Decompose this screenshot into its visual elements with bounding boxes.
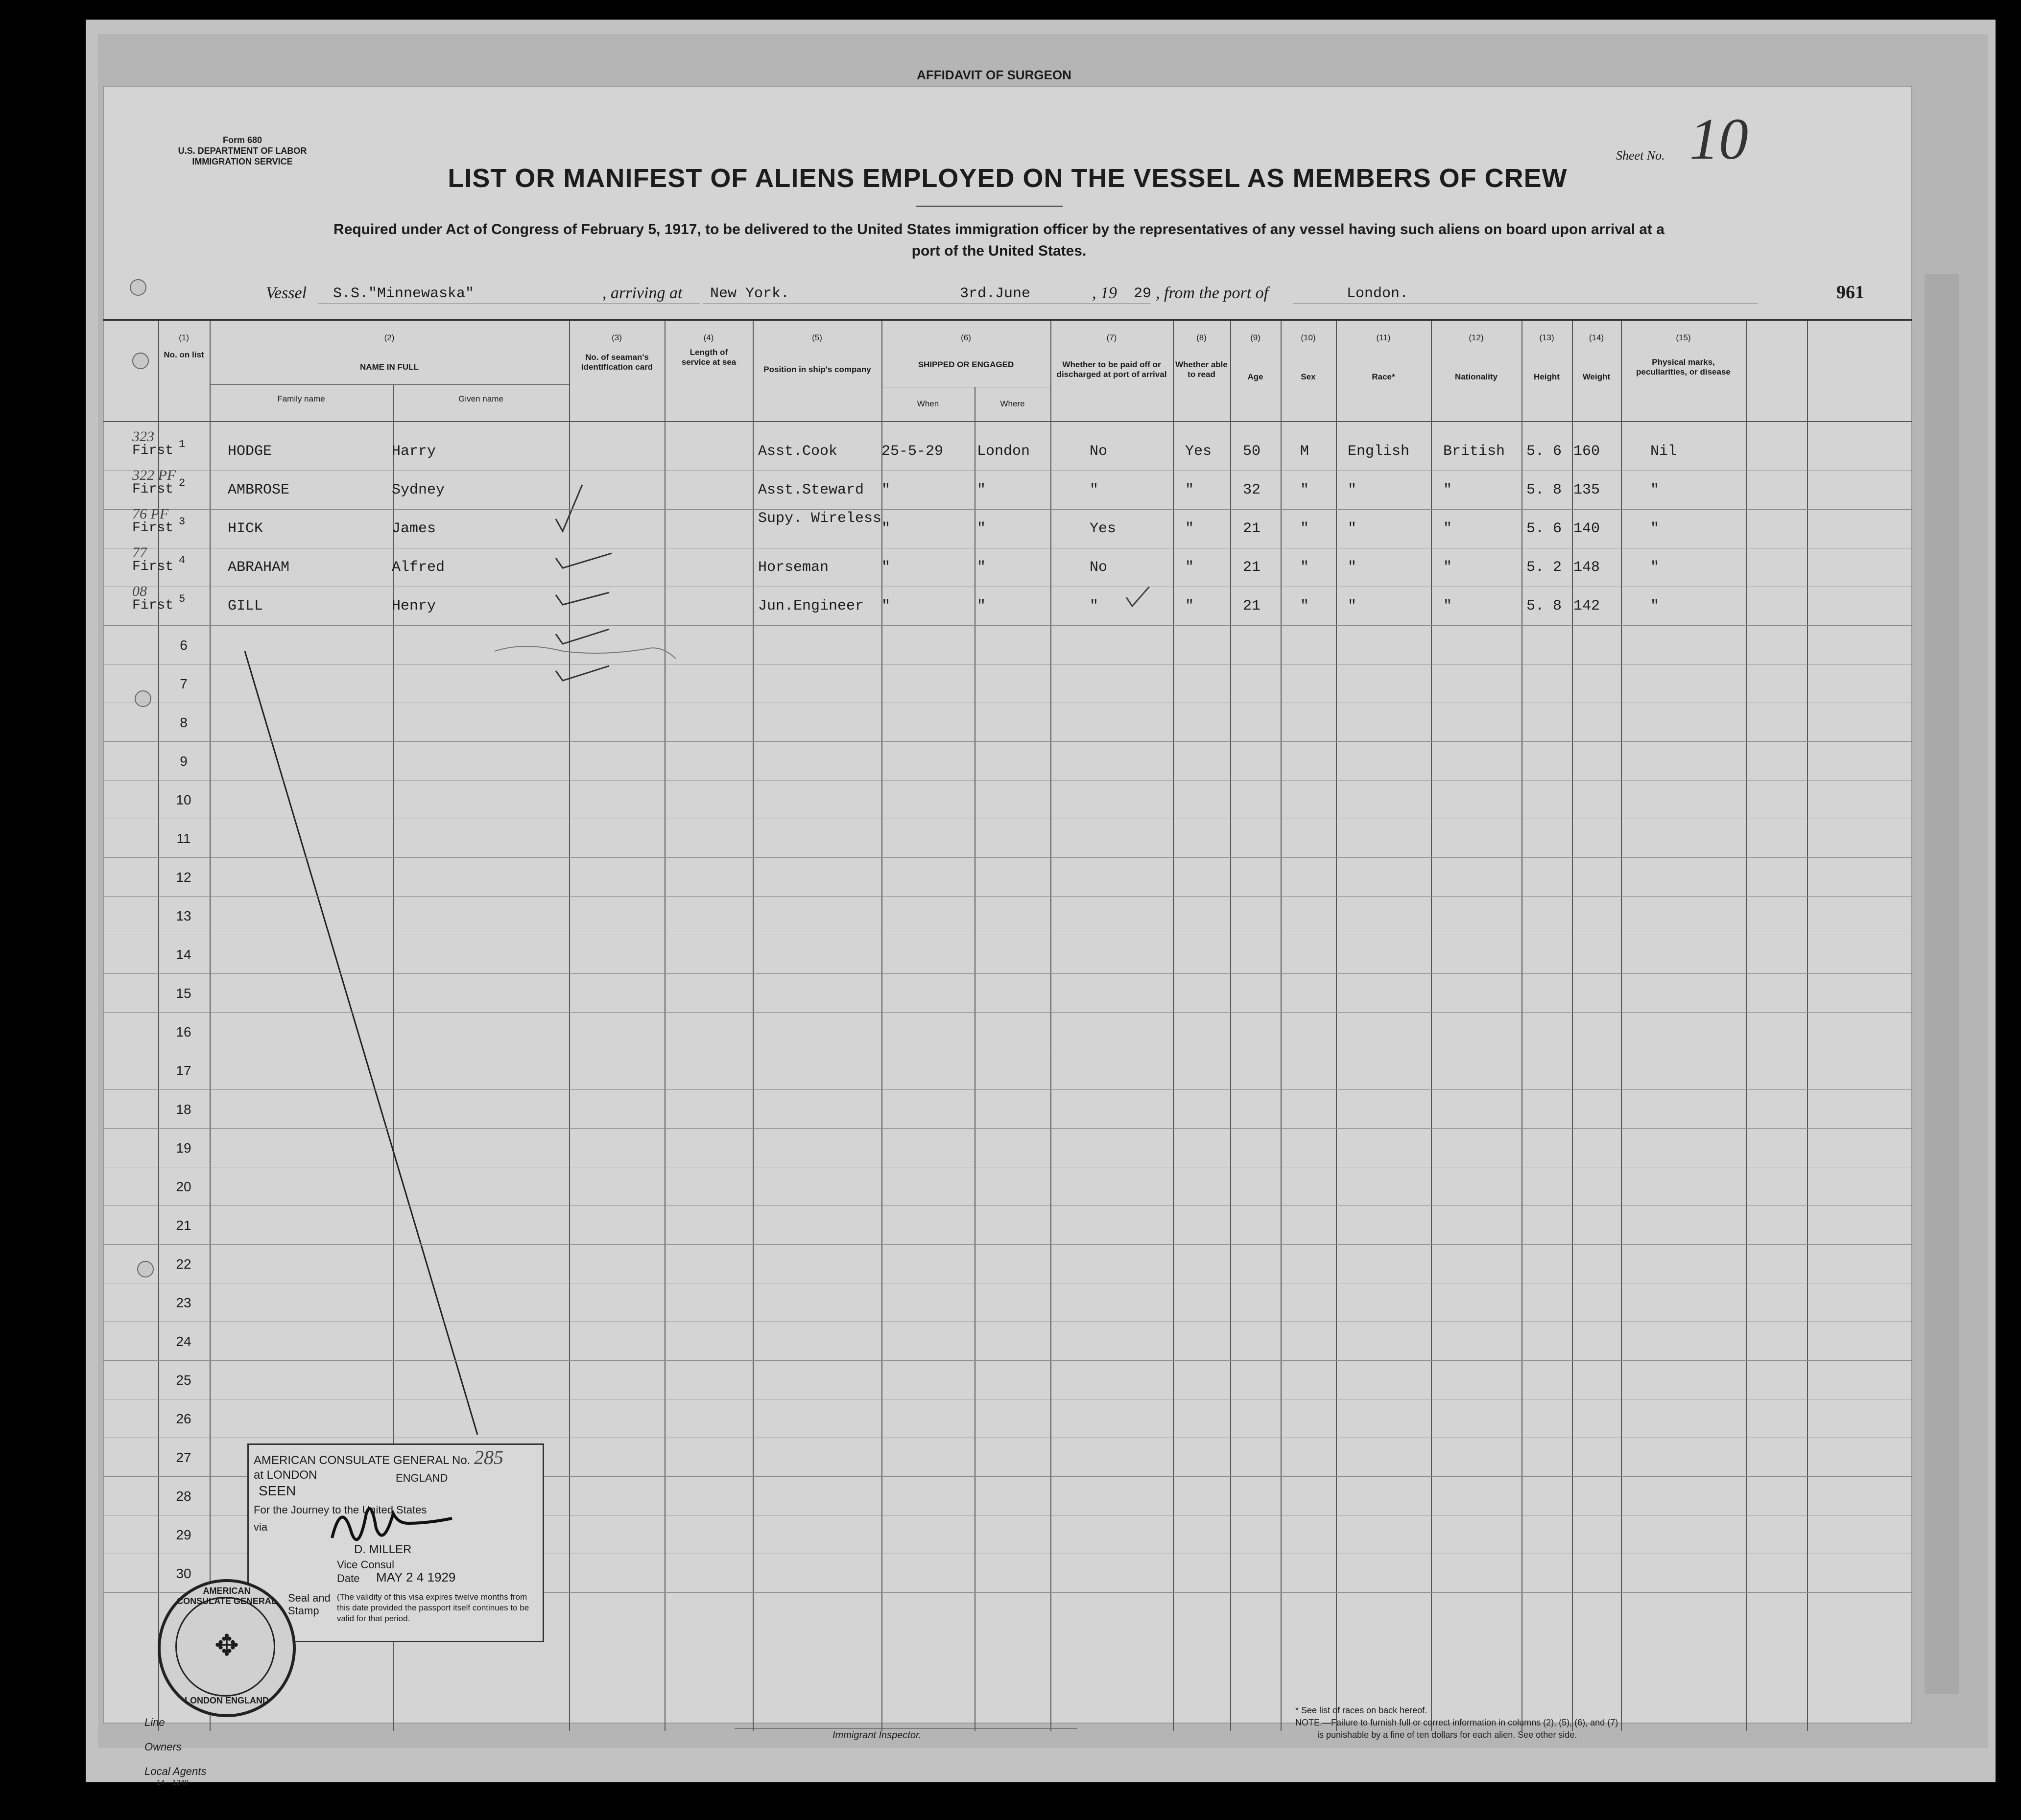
stamp-date-label: Date: [337, 1572, 360, 1584]
cell-weight: 142: [1573, 598, 1600, 615]
row-number: 15: [176, 986, 191, 1001]
col8-header: Whether able to read: [1175, 360, 1228, 379]
cell-given: Harry: [392, 443, 436, 460]
cell-paid: ": [1090, 482, 1099, 498]
cell-given: Alfred: [392, 559, 445, 576]
cell-family: AMBROSE: [228, 482, 290, 498]
stamp-signer: D. MILLER: [354, 1543, 412, 1556]
stamp-via: via: [254, 1521, 268, 1533]
cell-race: ": [1348, 482, 1357, 498]
row-number: 18: [176, 1102, 191, 1117]
cell-when: ": [881, 559, 891, 576]
cell-where: London: [977, 443, 1030, 460]
cell-height: 5. 6: [1526, 443, 1562, 460]
page-title: LIST OR MANIFEST OF ALIENS EMPLOYED ON THE VESSEL AS MEMBERS OF CREW: [448, 164, 1568, 193]
footer-line-label: Line: [144, 1716, 165, 1728]
col5-number: (5): [812, 333, 822, 342]
row-rule: [103, 1205, 1912, 1206]
cell-age: 21: [1243, 598, 1261, 615]
year-value: 29: [1134, 285, 1152, 302]
col5-header: Position in ship's company: [763, 365, 871, 374]
stamp-line2b: ENGLAND: [396, 1472, 448, 1484]
cell-read: ": [1185, 482, 1194, 498]
footer-note1: * See list of races on back hereof.: [1295, 1705, 1427, 1715]
col2-given-header: Given name: [458, 394, 503, 403]
margin-note: 77: [132, 544, 147, 561]
vessel-name: S.S."Minnewaska": [333, 285, 475, 302]
row-number: 7: [180, 676, 188, 691]
margin-note: 08: [132, 583, 147, 599]
cell-weight: 160: [1573, 443, 1600, 460]
cell-marks: ": [1650, 598, 1660, 615]
cell-where: ": [977, 520, 986, 537]
margin-label: First: [132, 559, 174, 574]
col7-number: (7): [1106, 333, 1117, 342]
footer-agents-label: Local Agents: [144, 1765, 207, 1777]
row-number: 3: [179, 516, 186, 528]
cell-when: ": [881, 520, 891, 537]
col14-number: (14): [1589, 333, 1604, 342]
margin-note: 323: [132, 428, 154, 445]
row-rule: [103, 741, 1912, 742]
col13-number: (13): [1539, 333, 1554, 342]
row-number: 23: [176, 1295, 191, 1310]
col2-header: NAME IN FULL: [360, 362, 419, 372]
row-rule: [103, 1089, 1912, 1090]
col8-number: (8): [1196, 333, 1207, 342]
cell-sex: ": [1300, 520, 1309, 537]
row-rule: [103, 1128, 1912, 1129]
cell-sex: ": [1300, 482, 1309, 498]
col1-number: (1): [179, 333, 189, 342]
cell-nationality: ": [1443, 559, 1452, 576]
row-number: 2: [179, 477, 186, 489]
cell-given: Sydney: [392, 482, 445, 498]
form-dept: U.S. DEPARTMENT OF LABOR: [178, 146, 307, 156]
seal-text-bottom: LONDON ENGLAND: [185, 1696, 269, 1705]
cell-family: ABRAHAM: [228, 559, 290, 576]
row-rule: [103, 1360, 1912, 1361]
col14-header: Weight: [1582, 372, 1611, 381]
col6-number: (6): [961, 333, 971, 342]
footer-owners-label: Owners: [144, 1741, 182, 1753]
cell-position: Horseman: [758, 559, 829, 576]
cell-family: HICK: [228, 520, 263, 537]
row-number: 29: [176, 1527, 191, 1542]
margin-label: First: [132, 482, 174, 497]
footer-note2: NOTE.—Failure to furnish full or correct information in columns (2), (5), (6), and (7): [1295, 1718, 1618, 1727]
cell-when: ": [881, 598, 891, 615]
cell-age: 21: [1243, 520, 1261, 537]
cell-age: 32: [1243, 482, 1261, 498]
sheet-label: Sheet No.: [1616, 148, 1665, 163]
cell-position: Asst.Cook: [758, 443, 838, 460]
col6-where-header: Where: [1000, 399, 1025, 408]
row-number: 8: [180, 715, 188, 730]
row-number: 22: [176, 1256, 191, 1272]
stamp-date: MAY 2 4 1929: [376, 1570, 456, 1584]
cell-nationality: ": [1443, 598, 1452, 615]
cell-weight: 140: [1573, 520, 1600, 537]
col2-number: (2): [384, 333, 395, 342]
row-rule: [103, 896, 1912, 897]
row-number: 13: [176, 908, 191, 923]
row-rule: [103, 625, 1912, 626]
margin-note: 76 PF: [132, 506, 169, 522]
row-number: 4: [179, 554, 186, 567]
row-number: 28: [176, 1489, 191, 1504]
col3-header: No. of seaman's identification card: [581, 353, 653, 372]
consulate-seal: [158, 1579, 296, 1717]
row-number: 9: [180, 754, 188, 769]
row-number: 1: [179, 438, 186, 450]
cell-weight: 148: [1573, 559, 1600, 576]
cell-age: 21: [1243, 559, 1261, 576]
col10-number: (10): [1301, 333, 1316, 342]
cell-sex: ": [1300, 559, 1309, 576]
row-number: 21: [176, 1218, 191, 1233]
cell-where: ": [977, 482, 986, 498]
footer-note3: is punishable by a fine of ten dollars for each alien. See other side.: [1317, 1730, 1577, 1740]
consul-signature: [327, 1494, 454, 1548]
cell-height: 5. 8: [1526, 482, 1562, 498]
col4-header: Length of service at sea: [681, 348, 737, 367]
cell-sex: ": [1300, 598, 1309, 615]
cell-marks: ": [1650, 482, 1660, 498]
cell-height: 5. 6: [1526, 520, 1562, 537]
form-service: IMMIGRATION SERVICE: [192, 157, 293, 166]
col7-header: Whether to be paid off or discharged at port of arrival: [1056, 360, 1167, 379]
cell-age: 50: [1243, 443, 1261, 460]
consulate-stamp: [247, 1443, 544, 1642]
form-number: Form 680: [222, 135, 262, 145]
row-number: 24: [176, 1334, 191, 1349]
row-rule: [103, 1244, 1912, 1245]
reference-number: 961: [1836, 282, 1864, 303]
cell-where: ": [977, 559, 986, 576]
row-number: 20: [176, 1179, 191, 1194]
cell-position: Supy. Wireless: [758, 510, 882, 527]
cell-family: HODGE: [228, 443, 272, 460]
footer-inspector: Immigrant Inspector.: [832, 1730, 922, 1741]
col6-when-header: When: [917, 399, 939, 408]
cell-paid: ": [1090, 598, 1099, 615]
cell-height: 5. 2: [1526, 559, 1562, 576]
cell-paid: No: [1090, 559, 1108, 576]
row-number: 19: [176, 1140, 191, 1156]
cell-marks: Nil: [1650, 443, 1677, 460]
col12-header: Nationality: [1455, 372, 1498, 381]
cell-paid: Yes: [1090, 520, 1117, 537]
arriving-port: New York.: [710, 285, 790, 302]
cell-family: GILL: [228, 598, 263, 615]
stamp-seen: SEEN: [259, 1483, 296, 1498]
cell-position: Jun.Engineer: [758, 598, 864, 615]
col12-number: (12): [1469, 333, 1484, 342]
cell-race: ": [1348, 598, 1357, 615]
cell-read: ": [1185, 598, 1194, 615]
arrival-date: 3rd.June: [960, 285, 1031, 302]
row-number: 6: [180, 638, 188, 653]
footer-agents-code: 14—1240: [157, 1778, 189, 1787]
cell-marks: ": [1650, 559, 1660, 576]
cell-given: James: [392, 520, 436, 537]
cell-race: ": [1348, 520, 1357, 537]
row-rule: [103, 1012, 1912, 1013]
eagle-icon: ✥: [214, 1630, 239, 1662]
cell-where: ": [977, 598, 986, 615]
cell-read: ": [1185, 520, 1194, 537]
subtitle-line1: Required under Act of Congress of February 5, 1917, to be delivered to the United States immigration officer by the representatives of any vessel having such aliens on board upon arrival at a: [333, 221, 1664, 237]
inspector-rule: [735, 1728, 1077, 1729]
cell-race: ": [1348, 559, 1357, 576]
margin-label: First: [132, 443, 174, 458]
row-number: 17: [176, 1063, 191, 1078]
row-number: 26: [176, 1411, 191, 1426]
cell-when: ": [881, 482, 891, 498]
stamp-line2: at LONDON: [254, 1468, 317, 1482]
row-number: 16: [176, 1024, 191, 1040]
from-label: , from the port of: [1156, 284, 1269, 302]
row-number: 10: [176, 792, 191, 807]
arriving-label: , arriving at: [602, 284, 683, 302]
affidavit-header: AFFIDAVIT OF SURGEON: [917, 68, 1071, 82]
cell-sex: M: [1300, 443, 1309, 460]
margin-label: First: [132, 598, 174, 613]
col15-number: (15): [1676, 333, 1691, 342]
right-edge-strip: [1925, 274, 1959, 1694]
row-number: 27: [176, 1450, 191, 1465]
cell-given: Henry: [392, 598, 436, 615]
stamp-validity: (The validity of this visa expires twelve months from this date provided the passport itself continues to be valid for that period.: [337, 1592, 529, 1623]
cell-nationality: ": [1443, 482, 1452, 498]
from-port: London.: [1347, 285, 1409, 302]
cell-read: ": [1185, 559, 1194, 576]
row-rule: [103, 509, 1912, 510]
cell-nationality: ": [1443, 520, 1452, 537]
stamp-seal-label: Seal and Stamp: [288, 1592, 331, 1617]
seal-text-top: AMERICAN CONSULATE GENERAL: [177, 1586, 277, 1606]
cell-nationality: British: [1443, 443, 1505, 460]
subtitle-line2: port of the United States.: [911, 243, 1087, 259]
cell-marks: ": [1650, 520, 1660, 537]
col11-header: Race*: [1372, 372, 1395, 381]
cell-when: 25-5-29: [881, 443, 944, 460]
stamp-no-value: 285: [474, 1446, 503, 1468]
stamp-line1: AMERICAN CONSULATE GENERAL: [254, 1454, 450, 1467]
col9-number: (9): [1250, 333, 1260, 342]
col10-header: Sex: [1301, 372, 1316, 381]
stamp-journey: For the Journey to the United States: [254, 1504, 427, 1516]
cell-read: Yes: [1185, 443, 1212, 460]
col2-family-header: Family name: [277, 394, 325, 403]
stamp-no-label: No.: [452, 1454, 471, 1467]
row-number: 30: [176, 1566, 191, 1581]
cell-weight: 135: [1573, 482, 1600, 498]
year-prefix: , 19: [1092, 284, 1117, 302]
row-number: 25: [176, 1372, 191, 1388]
col11-number: (11): [1376, 333, 1391, 342]
col13-header: Height: [1534, 372, 1560, 381]
vessel-label: Vessel: [266, 284, 307, 302]
row-rule: [103, 857, 1912, 858]
row-number: 12: [176, 870, 191, 885]
col6-header: SHIPPED OR ENGAGED: [918, 360, 1014, 369]
stamp-title: Vice Consul: [337, 1559, 394, 1571]
sheet-number: 10: [1689, 106, 1748, 171]
margin-note: 322 PF: [132, 467, 176, 483]
cell-paid: No: [1090, 443, 1108, 460]
margin-label: First: [132, 520, 174, 536]
col4-number: (4): [703, 333, 714, 342]
col15-header: Physical marks, peculiarities, or disease: [1636, 357, 1731, 377]
col9-header: Age: [1247, 372, 1263, 381]
cell-race: English: [1348, 443, 1410, 460]
col3-number: (3): [612, 333, 622, 342]
row-rule: [103, 973, 1912, 974]
row-number: 11: [176, 831, 191, 846]
cell-height: 5. 8: [1526, 598, 1562, 615]
cell-position: Asst.Steward: [758, 482, 864, 498]
row-number: 14: [176, 947, 191, 962]
col1-header: No. on list: [164, 350, 204, 359]
row-number: 5: [179, 593, 186, 605]
